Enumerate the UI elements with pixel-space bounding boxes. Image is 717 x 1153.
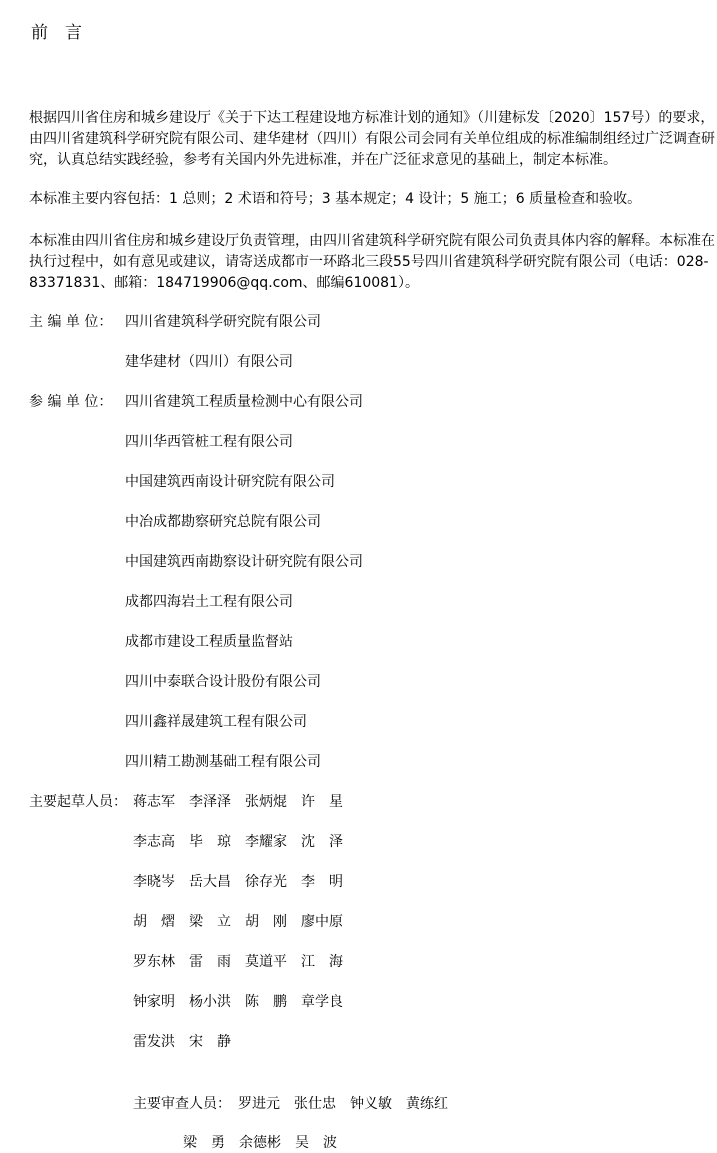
reviewer-name: 钟义敏	[350, 1096, 392, 1112]
participating-unit: 四川华西管桩工程有限公司	[125, 434, 293, 450]
participating-unit: 四川鑫祥晟建筑工程有限公司	[125, 714, 307, 730]
drafter-name: 杨小洪	[189, 994, 231, 1010]
drafter-name: 钟家明	[133, 994, 175, 1010]
drafter-name: 岳大昌	[189, 874, 231, 890]
participating-unit: 成都市建设工程质量监督站	[125, 634, 293, 650]
drafter-name: 胡 熠	[133, 914, 175, 930]
participating-unit: 成都四海岩土工程有限公司	[125, 594, 293, 610]
drafter-name: 梁 立	[189, 914, 231, 930]
drafters-label: 主要起草人员：	[29, 794, 127, 810]
drafter-name: 章学良	[301, 994, 343, 1010]
drafter-name: 李 明	[301, 874, 343, 890]
drafter-name: 陈 鹏	[245, 994, 287, 1010]
drafter-name: 蒋志军	[133, 794, 175, 810]
chief-units-label: 主 编 单 位：	[29, 314, 113, 330]
preface-body-3	[29, 231, 717, 294]
drafter-name: 许 星	[301, 794, 343, 810]
preface-body	[29, 108, 717, 171]
paragraph-1: 根据四川省住房和城乡建设厅《关于下达工程建设地方标准计划的通知》（川建标发〔2020〕157号）的要求，由四川省建筑科学研究院有限公司、建华建材（四川）有限公司会同有关单位组成的标准编制组经过广泛调查研究，认真总结实践经验，参考有关国内外先进标准，并在广泛征求意见的基础上，制定本标准。	[29, 110, 715, 168]
preface-body-2	[29, 189, 717, 210]
reviewers-label: 主要审查人员：	[133, 1096, 231, 1112]
reviewer-name: 吴 波	[295, 1135, 337, 1151]
participating-unit: 中国建筑西南设计研究院有限公司	[125, 474, 335, 490]
paragraph-2: 本标准主要内容包括：1 总则；2 术语和符号；3 基本规定；4 设计；5 施工；6 质量检查和验收。	[29, 191, 642, 207]
drafter-name: 雷 雨	[189, 954, 231, 970]
drafter-name: 李志高	[133, 834, 175, 850]
reviewer-name: 张仕忠	[294, 1096, 336, 1112]
drafter-name: 廖中原	[301, 914, 343, 930]
drafter-name: 徐存光	[245, 874, 287, 890]
drafter-name: 张炳焜	[245, 794, 287, 810]
drafter-name: 江 海	[301, 954, 343, 970]
participating-units-label: 参 编 单 位：	[29, 394, 113, 410]
drafter-name: 李泽泽	[189, 794, 231, 810]
reviewer-name: 梁 勇	[183, 1135, 225, 1151]
drafter-name: 莫道平	[245, 954, 287, 970]
paragraph-3: 本标准由四川省住房和城乡建设厅负责管理，由四川省建筑科学研究院有限公司负责具体内容的解释。本标准在执行过程中，如有意见或建议，请寄送成都市一环路北三段55号四川省建筑科学研究院有限公司（电话：028-83371831、邮箱：184719906@qq.com、邮编610081）。	[29, 233, 715, 291]
chief-unit: 建华建材（四川）有限公司	[125, 354, 293, 370]
participating-unit: 中冶成都勘察研究总院有限公司	[125, 514, 321, 530]
page-title: 前 言	[31, 23, 82, 43]
reviewer-name: 罗进元	[238, 1096, 280, 1112]
reviewer-name: 黄练红	[406, 1096, 448, 1112]
reviewer-name: 余德彬	[239, 1135, 281, 1151]
drafter-name: 李耀家	[245, 834, 287, 850]
drafter-name: 罗东林	[133, 954, 175, 970]
drafter-name: 宋 静	[189, 1034, 231, 1050]
drafter-name: 李晓岑	[133, 874, 175, 890]
participating-unit: 中国建筑西南勘察设计研究院有限公司	[125, 554, 363, 570]
chief-unit: 四川省建筑科学研究院有限公司	[125, 314, 321, 330]
drafter-name: 雷发洪	[133, 1034, 175, 1050]
drafter-name: 毕 琼	[189, 834, 231, 850]
participating-unit: 四川省建筑工程质量检测中心有限公司	[125, 394, 363, 410]
participating-unit: 四川精工勘测基础工程有限公司	[125, 754, 321, 770]
participating-unit: 四川中泰联合设计股份有限公司	[125, 674, 321, 690]
drafter-name: 沈 泽	[301, 834, 343, 850]
drafter-name: 胡 刚	[245, 914, 287, 930]
